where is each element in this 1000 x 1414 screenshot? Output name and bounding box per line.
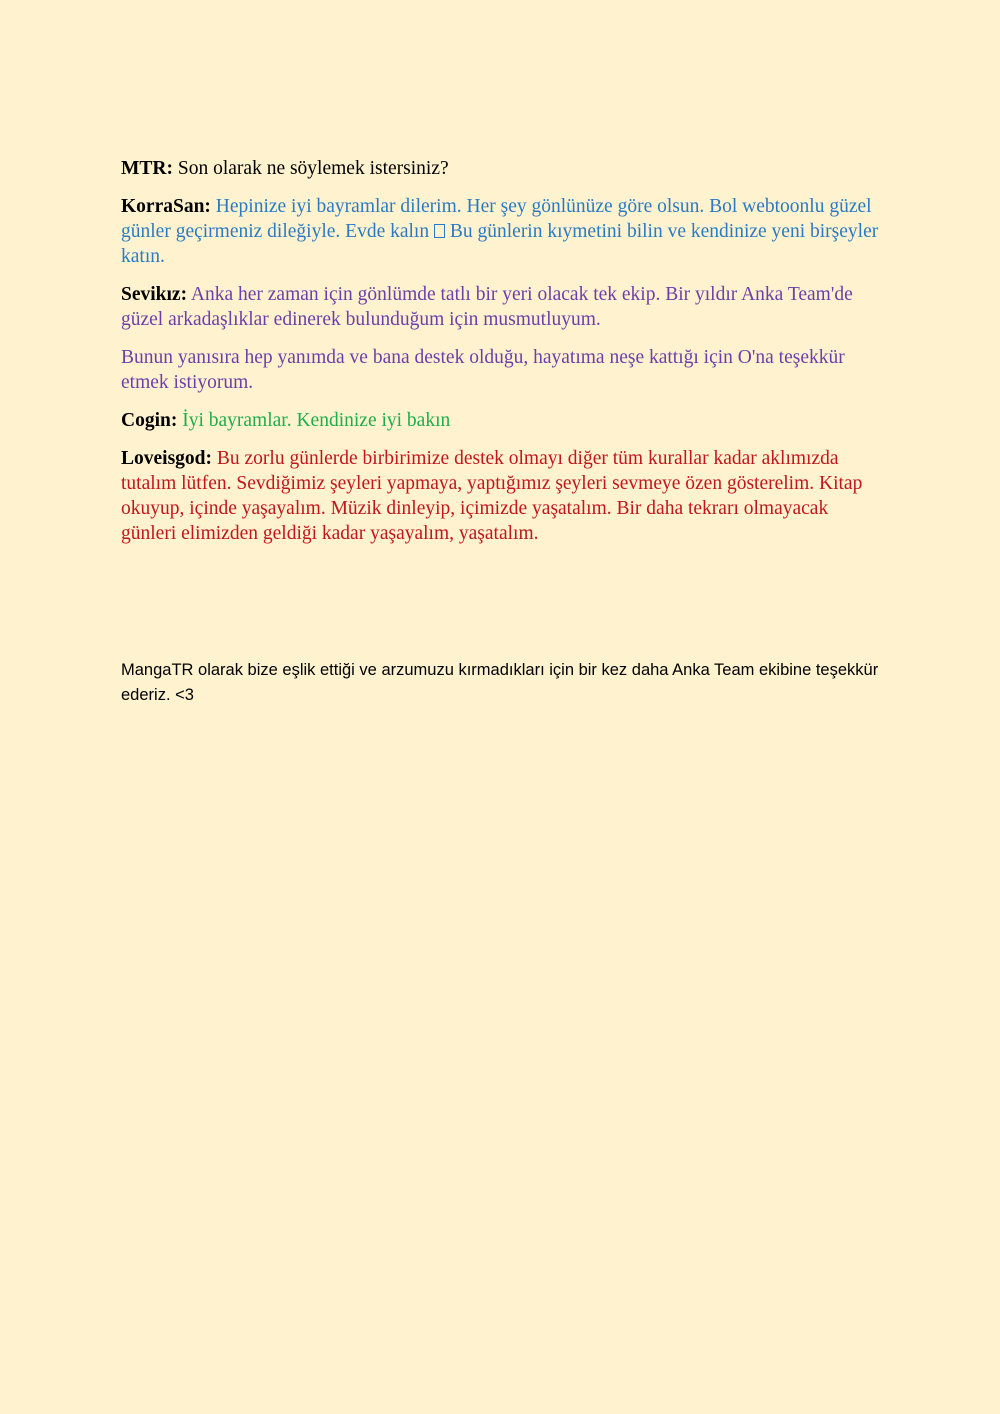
answer-loveisgod — [121, 446, 880, 546]
answer-loveisgod-text: Bu zorlu günlerde birbirimize destek olmayı diğer tüm kurallar kadar aklımızda tutalım lütfen. Sevdiğimiz şeyleri yapmaya, yaptığımız şeyleri sevmeye özen gösterelim. Kitap okuyup, içinde yaşayalım. Müzik dinleyip, içimizde yaşatalım. Bir daha tekrarı olmayacak günleri elimizden geldiği kadar yaşayalım, yaşatalım. — [121, 448, 863, 544]
closing-note: MangaTR olarak bize eşlik ettiği ve arzumuzu kırmadıkları için bir kez daha Anka Team ekibine teşekkür ederiz. <3 — [121, 660, 879, 704]
speaker-cogin: Cogin: — [121, 410, 178, 431]
answer-sevikiz-text: Anka her zaman için gönlümde tatlı bir yeri olacak tek ekip. Bir yıldır Anka Team'de güzel arkadaşlıklar edinerek bulunduğum için musmutluyum. — [121, 284, 853, 330]
answer-cogin-text: İyi bayramlar. Kendinize iyi bakın — [177, 410, 451, 431]
missing-emoji-glyph-icon — [434, 224, 445, 238]
question-text: Son olarak ne söylemek istersiniz? — [173, 158, 449, 179]
speaker-loveisgod: Loveisgod: — [121, 448, 213, 469]
answer-cogin — [121, 408, 880, 433]
answer-korrasan-text-2: Bu günlerin kıymetini bilin ve kendinize yeni birşeyler katın. — [121, 221, 879, 267]
answer-sevikiz — [121, 282, 880, 332]
answer-korrasan — [121, 194, 880, 269]
speaker-sevikiz: Sevikız: — [121, 284, 188, 305]
answer-sevikiz-continued: Bunun yanısıra hep yanımda ve bana destek olduğu, hayatıma neşe kattığı için O'na teşekkür etmek istiyorum. — [121, 347, 845, 393]
speaker-mtr: MTR: — [121, 158, 173, 179]
question-paragraph — [121, 156, 880, 181]
answer-korrasan-text-1: Hepinize iyi bayramlar dilerim. Her şey gönlünüze göre olsun. Bol webtoonlu güzel günler geçirmeniz dileğiyle. Evde kalın — [121, 196, 872, 242]
speaker-korrasan: KorraSan: — [121, 196, 211, 217]
